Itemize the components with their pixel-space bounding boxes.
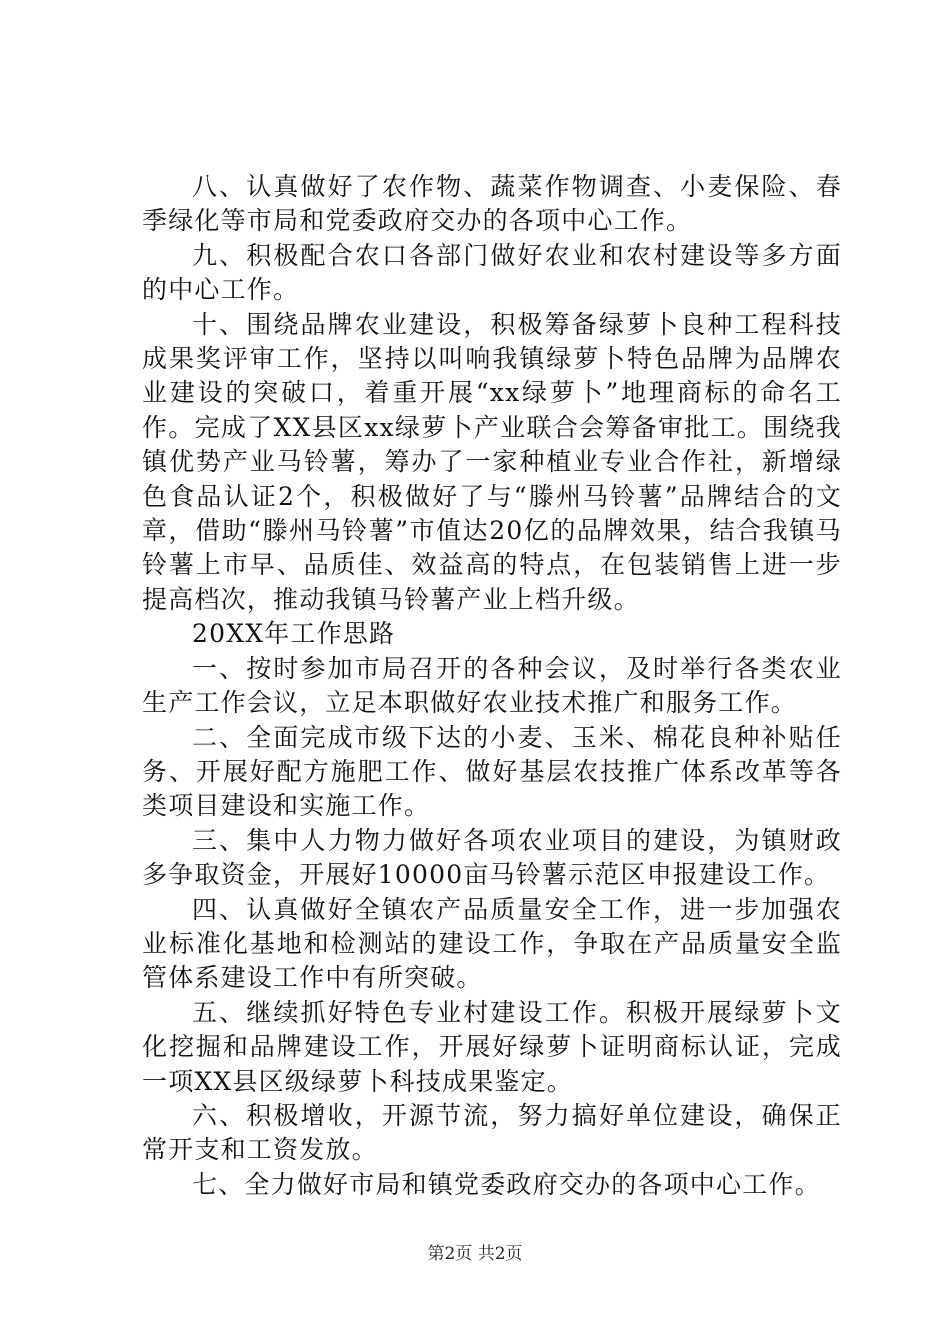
plan-item-3: 三、集中人力物力做好各项农业项目的建设，为镇财政多争取资金，开展好10000亩马铃薯示范区申报建设工作。 (142, 825, 842, 890)
page-number-footer: 第2页 共2页 (427, 1244, 523, 1264)
document-body (142, 170, 842, 1202)
plan-item-4: 四、认真做好全镇农产品质量安全工作，进一步加强农业标准化基地和检测站的建设工作，争取在产品质量安全监管体系建设工作中有所突破。 (142, 894, 842, 993)
plan-item-2: 二、全面完成市级下达的小麦、玉米、棉花良种补贴任务、开展好配方施肥工作、做好基层农技推广体系改革等各类项目建设和实施工作。 (142, 722, 842, 821)
paragraph-9: 九、积极配合农口各部门做好农业和农村建设等多方面的中心工作。 (142, 240, 842, 305)
plan-item-1: 一、按时参加市局召开的各种会议，及时举行各类农业生产工作会议，立足本职做好农业技术推广和服务工作。 (142, 653, 842, 718)
section-heading: 20XX年工作思路 (192, 619, 396, 649)
plan-item-7: 七、全力做好市局和镇党委政府交办的各项中心工作。 (192, 1169, 821, 1199)
plan-item-6: 六、积极增收，开源节流，努力搞好单位建设，确保正常开支和工资发放。 (142, 1100, 842, 1165)
plan-item-5: 五、继续抓好特色专业村建设工作。积极开展绿萝卜文化挖掘和品牌建设工作，开展好绿萝卜证明商标认证，完成一项XX县区级绿萝卜科技成果鉴定。 (142, 997, 842, 1096)
paragraph-8: 八、认真做好了农作物、蔬菜作物调查、小麦保险、春季绿化等市局和党委政府交办的各项中心工作。 (142, 172, 842, 236)
paragraph-10: 十、围绕品牌农业建设，积极筹备绿萝卜良种工程科技成果奖评审工作，坚持以叫响我镇绿萝卜特色品牌为品牌农业建设的突破口，着重开展“xx绿萝卜”地理商标的命名工作。完成了XX县区xx绿萝卜产业联合会筹备审批工。围绕我镇优势产业马铃薯，筹办了一家种植业专业合作社，新增绿色食品认证2个，积极做好了与“滕州马铃薯”品牌结合的文章，借助“滕州马铃薯”市值达20亿的品牌效果，结合我镇马铃薯上市早、品质佳、效益高的特点，在包装销售上进一步提高档次，推动我镇马铃薯产业上档升级。 (142, 309, 842, 614)
